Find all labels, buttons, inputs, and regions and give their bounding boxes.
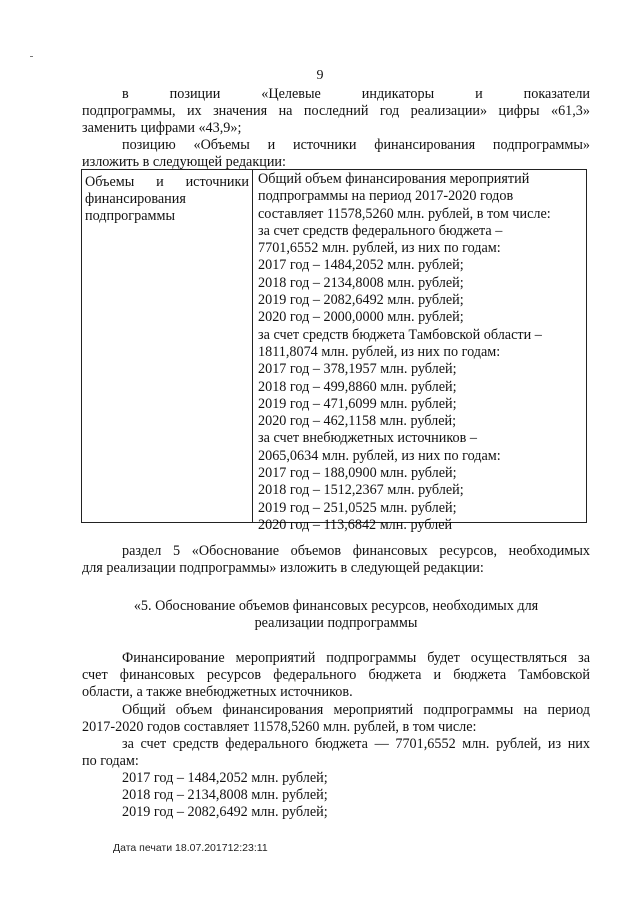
print-date-footer: Дата печати 18.07.201712:23:11 (113, 842, 268, 854)
table-left-cell (85, 174, 249, 225)
years-list (122, 770, 522, 820)
text-line: счет финансовых ресурсов федерального бюджета и бюджета Тамбовской (82, 666, 590, 683)
text-line: 2019 год – 2082,6492 млн. рублей; (258, 292, 464, 309)
text-line: 2018 год – 1512,2367 млн. рублей; (258, 482, 464, 499)
text-line: Объемы и источники (85, 174, 249, 190)
table-right-cell (258, 171, 584, 534)
text-line: по годам: (82, 752, 139, 769)
text-line: раздел 5 «Обоснование объемов финансовых ресурсов, необходимых (122, 543, 590, 559)
paragraph-funding-position (82, 137, 590, 171)
text-line: 2020 год – 462,1158 млн. рублей; (258, 413, 457, 430)
text-line: 2020 год – 113,6842 млн. рублей (258, 516, 453, 533)
text-line: за счет средств федерального бюджета – (258, 222, 503, 239)
text-line: 2020 год – 2000,0000 млн. рублей; (258, 309, 464, 326)
text-line: 2018 год – 499,8860 млн. рублей; (258, 378, 457, 395)
text-line: области, а также внебюджетных источников. (82, 683, 353, 700)
text-line: 2018 год – 2134,8008 млн. рублей; (258, 274, 464, 291)
paragraph-federal-budget (82, 736, 590, 770)
text-line: 2017-2020 годов составляет 11578,5260 млн. рублей, в том числе: (82, 718, 477, 735)
text-line: финансирования (85, 191, 186, 207)
text-line: позицию «Объемы и источники финансирования подпрограммы» (122, 137, 590, 153)
text-line: 2019 год – 471,6099 млн. рублей; (258, 395, 457, 412)
text-line: 2017 год – 188,0900 млн. рублей; (258, 465, 457, 482)
list-item: 2017 год – 1484,2052 млн. рублей; (122, 770, 328, 786)
text-line: для реализации подпрограммы» изложить в следующей редакции: (82, 559, 484, 576)
text-line: подпрограммы, их значения на последний год реализации» цифры «61,3» (82, 102, 590, 119)
section-title-line: «5. Обоснование объемов финансовых ресурсов, необходимых для (133, 598, 539, 614)
text-line: 7701,6552 млн. рублей, из них по годам: (258, 240, 501, 257)
text-line: Финансирование мероприятий подпрограммы будет осуществляться за (122, 650, 590, 666)
text-line: 2019 год – 251,0525 млн. рублей; (258, 499, 457, 516)
funding-table (81, 169, 587, 533)
paragraph-financing-sources (82, 650, 590, 700)
page-number: 9 (316, 68, 324, 83)
text-line: за счет внебюджетных источников – (258, 430, 477, 447)
text-line: подпрограммы (85, 208, 175, 224)
text-line: изложить в следующей редакции: (82, 153, 286, 170)
text-line: составляет 11578,5260 млн. рублей, в том числе: (258, 205, 551, 222)
scan-mark (30, 56, 33, 57)
list-item: 2019 год – 2082,6492 млн. рублей; (122, 803, 328, 820)
text-line: Общий объем финансирования мероприятий подпрограммы на период (122, 702, 590, 718)
text-line: 2017 год – 1484,2052 млн. рублей; (258, 257, 464, 274)
paragraph-section5-intro (82, 543, 590, 577)
text-line: 1811,8074 млн. рублей, из них по годам: (258, 343, 501, 360)
text-line: за счет средств бюджета Тамбовской области – (258, 326, 542, 343)
text-line: заменить цифрами «43,9»; (82, 119, 242, 136)
text-line: 2065,0634 млн. рублей, из них по годам: (258, 447, 501, 464)
list-item: 2018 год – 2134,8008 млн. рублей; (122, 786, 328, 803)
text-line: 2017 год – 378,1957 млн. рублей; (258, 361, 457, 378)
section-title (82, 598, 590, 632)
text-line: за счет средств федерального бюджета — 7701,6552 млн. рублей, из них (122, 736, 590, 752)
paragraph-total-funding (82, 702, 590, 736)
table-divider (252, 170, 253, 522)
paragraph-target-indicators (82, 86, 590, 136)
text-line: Общий объем финансирования мероприятий (258, 171, 530, 187)
section-title-line: реализации подпрограммы (254, 615, 418, 631)
text-line: подпрограммы на период 2017-2020 годов (258, 188, 514, 205)
text-line: в позиции «Целевые индикаторы и показатели (122, 86, 590, 102)
